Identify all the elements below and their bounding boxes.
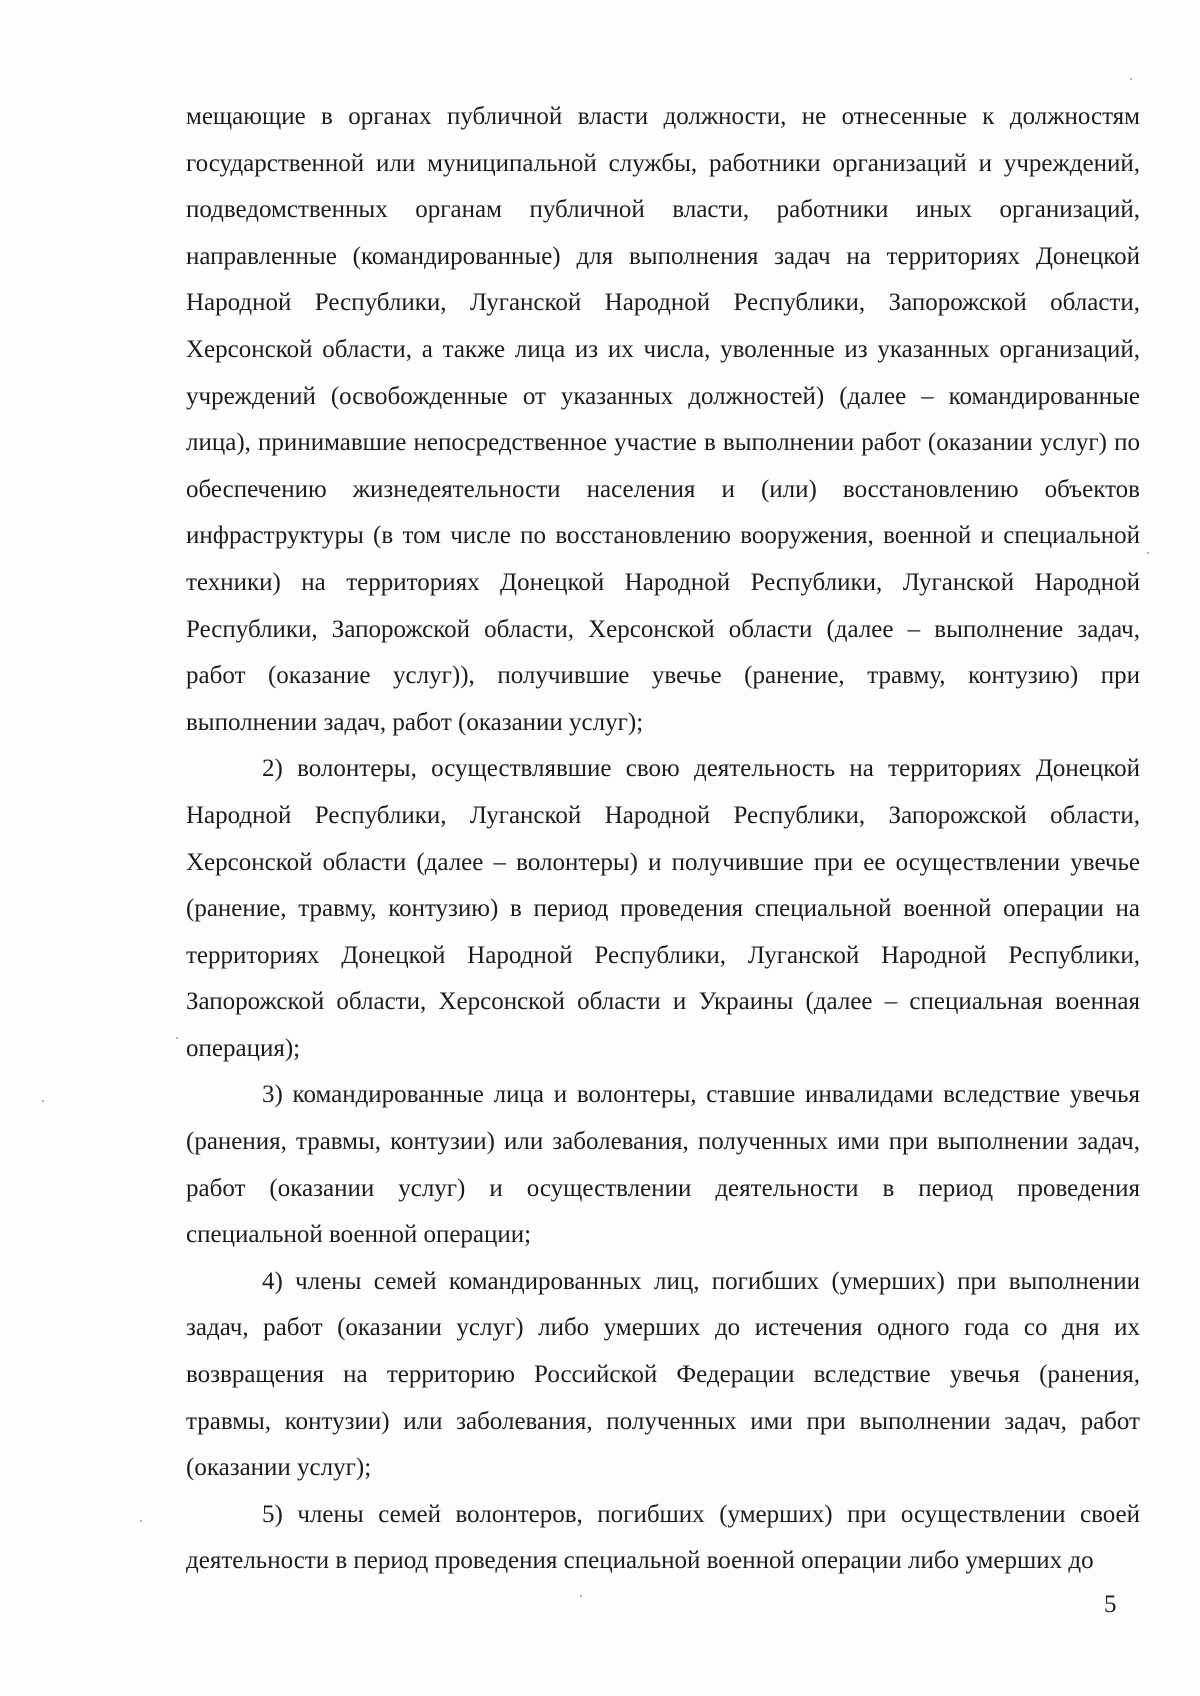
- scan-speck: [1147, 552, 1149, 554]
- paragraph-item-4: 4) члены семей командированных лиц, погибших (умерших) при выполнении задач, работ (оказании услуг) либо умерших до истечения одного года со дня их возвращения на территорию Российской Федерации вследствие увечья (ранения, травмы, контузии) или заболевания, полученных ими при выполнении задач, работ (оказании услуг);: [186, 1267, 1140, 1482]
- scan-speck: [42, 1100, 44, 1102]
- scan-speck: [1130, 78, 1132, 80]
- paragraph-item-2: 2) волонтеры, осуществлявшие свою деятельность на территориях Донецкой Народной Республики, Луганской Народной Республики, Запорожской области, Херсонской области (далее – волонтеры) и получившие при ее осуществлении увечье (ранение, травму, контузию) в период проведения специальной военной операции на территориях Донецкой Народной Республики, Луганской Народной Республики, Запорожской области, Херсонской области и Украины (далее – специальная военная операция);: [186, 755, 1140, 1062]
- paragraph-item-3: 3) командированные лица и волонтеры, ставшие инвалидами вследствие увечья (ранения, травмы, контузии) или заболевания, полученных ими при выполнении задач, работ (оказании услуг) и осуществлении деятельности в период проведения специальной военной операции;: [186, 1081, 1140, 1249]
- scan-speck: [176, 1037, 178, 1039]
- document-body: [186, 94, 1140, 1585]
- scan-speck: [140, 1520, 142, 1522]
- paragraph-continuation: мещающие в органах публичной власти должности, не отнесенные к должностям государственной или муниципальной службы, работники организаций и учреждений, подведомственных органам публичной власти, работники иных организаций, направленные (командированные) для выполнения задач на территориях Донецкой Народной Республики, Луганской Народной Республики, Запорожской области, Херсонской области, а также лица из их числа, уволенные из указанных организаций, учреждений (освобожденные от указанных должностей) (далее – командированные лица), принимавшие непосредственное участие в выполнении работ (оказании услуг) по обеспечению жизнедеятельности населения и (или) восстановлению объектов инфраструктуры (в том числе по восстановлению вооружения, военной и специальной техники) на территориях Донецкой Народной Республики, Луганской Народной Республики, Запорожской области, Херсонской области (далее – выполнение задач, работ (оказание услуг)), получившие увечье (ранение, травму, контузию) при выполнении задач, работ (оказании услуг);: [186, 103, 1140, 736]
- scan-speck: [580, 1595, 582, 1597]
- page-number: 5: [1104, 1591, 1117, 1618]
- paragraph-item-5: 5) члены семей волонтеров, погибших (умерших) при осуществлении своей деятельности в период проведения специальной военной операции либо умерших до: [186, 1500, 1140, 1575]
